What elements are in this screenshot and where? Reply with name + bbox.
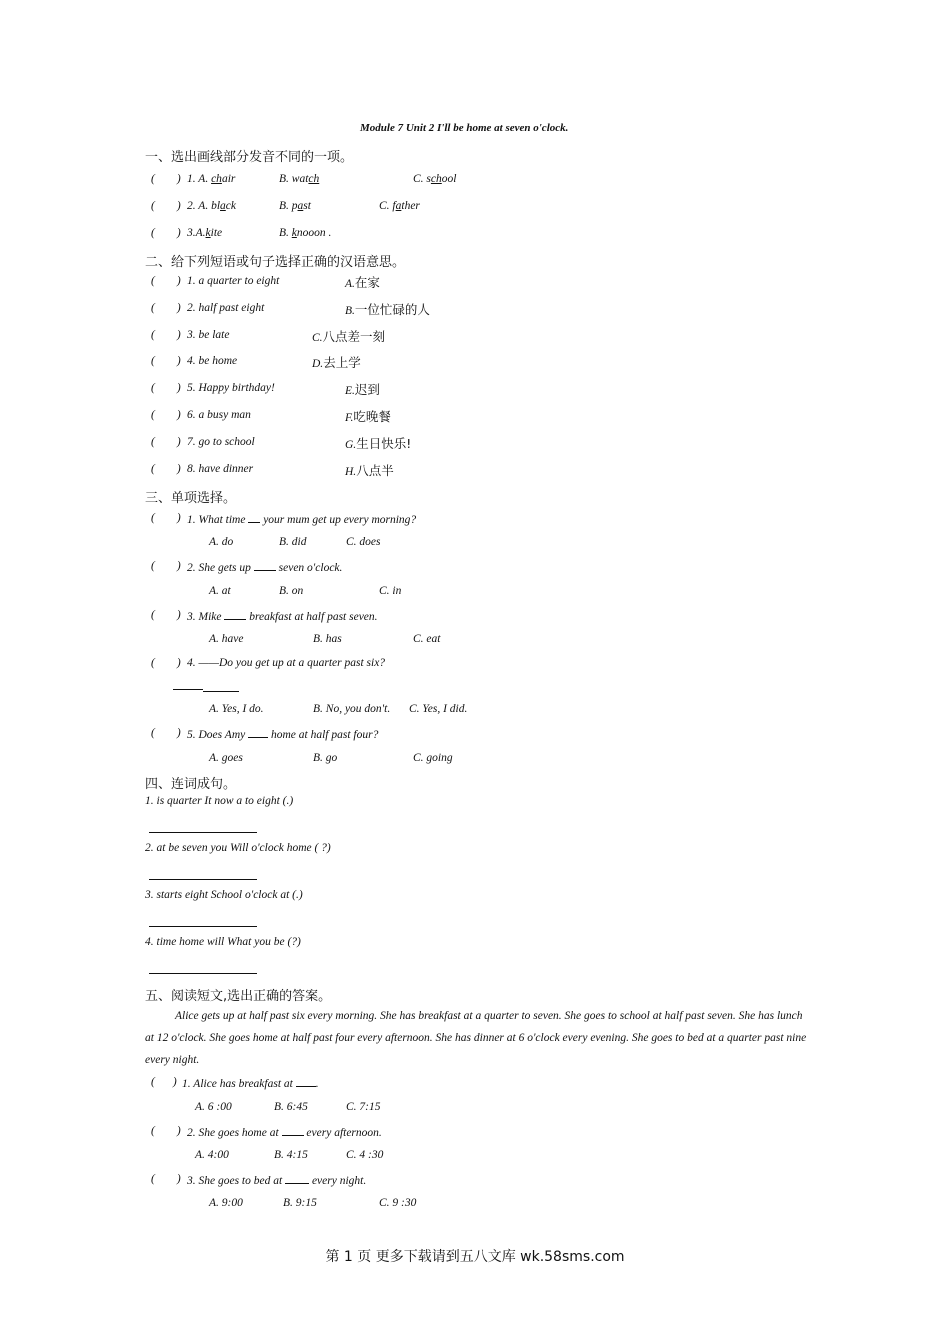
paren: ( )	[151, 436, 181, 448]
mc-question: 2. She gets up seven o'clock.	[187, 562, 343, 574]
q2-option-a: 2. A. black	[187, 200, 236, 212]
mc-question: 4. ——Do you get up at a quarter past six?	[187, 657, 386, 669]
section-2-heading: 二、给下列短语或句子选择正确的汉语意思。	[145, 255, 406, 270]
phrase-zh: B.一位忙碌的人	[345, 302, 430, 317]
mc-option-b: B. No, you don't.	[313, 703, 391, 715]
paren: ( )	[151, 1125, 181, 1137]
mc-option-b: B. on	[279, 585, 304, 597]
mc-option-b: B. did	[279, 536, 307, 548]
reading-option-c: C. 9 :30	[379, 1197, 417, 1209]
q3-option-a: 3.A.kite	[187, 227, 223, 239]
phrase-zh: D.去上学	[312, 355, 361, 370]
mc-option-a: A. do	[209, 536, 234, 548]
phrase-zh: C.八点差一刻	[312, 329, 386, 344]
phrase-en: 7. go to school	[187, 436, 255, 448]
mc-option-c: C. Yes, I did.	[409, 703, 468, 715]
reading-option-a: A. 6 :00	[195, 1101, 232, 1113]
paren: ( )	[151, 463, 181, 475]
answer-line	[149, 832, 257, 833]
phrase-en: 1. a quarter to eight	[187, 275, 280, 287]
reading-option-b: B. 4:15	[274, 1149, 308, 1161]
reading-option-b: B. 9:15	[283, 1197, 317, 1209]
mc-option-c: C. in	[379, 585, 402, 597]
answer-line	[149, 973, 257, 974]
paren: ( )	[151, 355, 181, 367]
section-5-heading: 五、阅读短文,选出正确的答案。	[145, 989, 332, 1004]
reading-question: 3. She goes to bed at every night.	[187, 1175, 367, 1187]
paren: ( )	[151, 560, 181, 572]
paren: ( )	[151, 609, 181, 621]
paren: ( )	[151, 382, 181, 394]
page-footer: 第 1 页 更多下载请到五八文库 wk.58sms.com	[325, 1249, 625, 1265]
paren: ( )	[151, 1173, 181, 1185]
question-row: ( )	[151, 200, 181, 212]
phrase-zh: A.在家	[345, 275, 380, 290]
phrase-en: 4. be home	[187, 355, 238, 367]
mc-option-a: A. have	[209, 633, 244, 645]
mc-option-a: A. at	[209, 585, 231, 597]
page-title: Module 7 Unit 2 I'll be home at seven o'clock.	[360, 122, 569, 134]
reading-option-a: A. 9:00	[209, 1197, 243, 1209]
q1-option-a: 1. A. chair	[187, 173, 236, 185]
mc-option-c: C. going	[413, 752, 453, 764]
mc-option-c: C. does	[346, 536, 381, 548]
phrase-en: 8. have dinner	[187, 463, 254, 475]
reading-option-b: B. 6:45	[274, 1101, 308, 1113]
phrase-en: 6. a busy man	[187, 409, 251, 421]
reading-option-a: A. 4:00	[195, 1149, 229, 1161]
paren: ( )	[151, 302, 181, 314]
phrase-zh: E.迟到	[345, 382, 380, 397]
paren: ( )	[151, 329, 181, 341]
mc-option-b: B. has	[313, 633, 342, 645]
mc-question: 1. What time your mum get up every morning?	[187, 514, 417, 526]
phrase-zh: H.八点半	[345, 463, 394, 478]
reading-option-c: C. 7:15	[346, 1101, 381, 1113]
question-row: ( )	[151, 227, 181, 239]
q2-option-b: B. past	[279, 200, 311, 212]
word-order-item: 4. time home will What you be (?)	[145, 936, 301, 948]
reading-passage: Alice gets up at half past six every morning. She has breakfast at a quarter to seven. She goes to school at half past seven. She has lunch at 12 o'clock. She goes home at half past four every afternoon. She has dinner at 6 o'clock every evening. She goes to bed at a quarter past nine every night.	[145, 1010, 807, 1066]
mc-question: 3. Mike breakfast at half past seven.	[187, 611, 378, 623]
q1-option-c: C. school	[413, 173, 457, 185]
mc-option-c: C. eat	[413, 633, 441, 645]
paren: ( )	[151, 409, 181, 421]
phrase-zh: F.吃晚餐	[345, 409, 391, 424]
word-order-item: 2. at be seven you Will o'clock home ( ?)	[145, 842, 331, 854]
phrase-en: 5. Happy birthday!	[187, 382, 275, 394]
reading-option-c: C. 4 :30	[346, 1149, 384, 1161]
answer-line	[173, 681, 239, 695]
paren: ( )	[151, 512, 181, 524]
section-4-heading: 四、连词成句。	[145, 777, 237, 792]
q1-option-b: B. watch	[279, 173, 320, 185]
question-row: ( )	[151, 173, 181, 185]
paren: ( )	[151, 275, 181, 287]
mc-option-a: A. Yes, I do.	[209, 703, 264, 715]
section-3-heading: 三、单项选择。	[145, 491, 237, 506]
phrase-zh: G.生日快乐!	[345, 436, 412, 451]
reading-question: 1. Alice has breakfast at .	[182, 1078, 319, 1090]
paren: ( )	[151, 657, 181, 669]
paren: ( )	[151, 727, 181, 739]
answer-line	[149, 926, 257, 927]
q3-option-b: B. knooon .	[279, 227, 332, 239]
section-1-heading: 一、选出画线部分发音不同的一项。	[145, 150, 354, 165]
reading-question: 2. She goes home at every afternoon.	[187, 1127, 382, 1139]
phrase-en: 2. half past eight	[187, 302, 265, 314]
q2-option-c: C. father	[379, 200, 420, 212]
word-order-item: 3. starts eight School o'clock at (.)	[145, 889, 303, 901]
mc-option-a: A. goes	[209, 752, 243, 764]
phrase-en: 3. be late	[187, 329, 230, 341]
mc-question: 5. Does Amy home at half past four?	[187, 729, 379, 741]
answer-line	[149, 879, 257, 880]
paren: ( )	[151, 1076, 177, 1088]
mc-option-b: B. go	[313, 752, 338, 764]
word-order-item: 1. is quarter It now a to eight (.)	[145, 795, 294, 807]
